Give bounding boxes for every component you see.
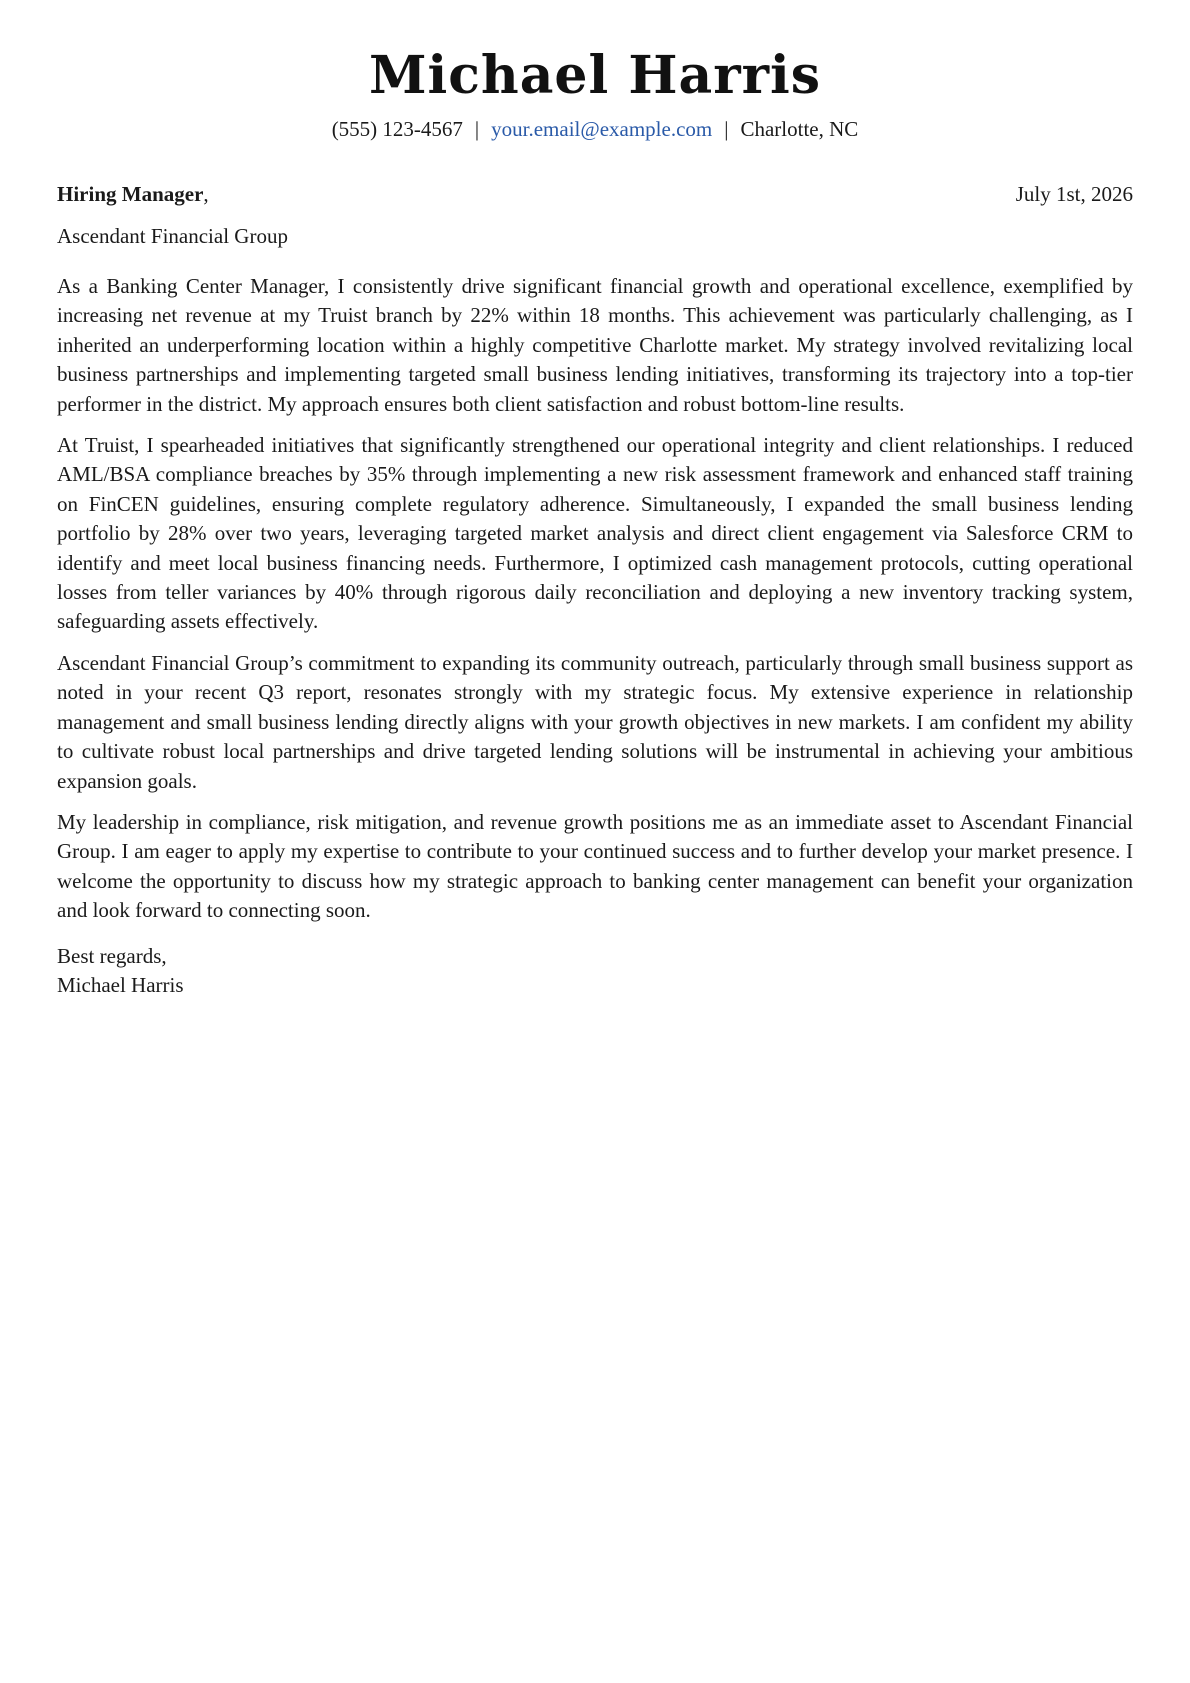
body-paragraph: My leadership in compliance, risk mitigation, and revenue growth positions me as an immediate asset to Ascendant Financial Group. I am eager to apply my expertise to contribute to your continued success and to further develop your market presence. I welcome the opportunity to discuss how my strategic approach to banking center management can benefit your organization and look forward to connecting soon.: [57, 809, 1133, 923]
body-paragraph: At Truist, I spearheaded initiatives that significantly strengthened our operational integrity and client relationships. I reduced AML/BSA compliance breaches by 35% through implementing a new risk assessment framework and enhanced staff training on FinCEN guidelines, ensuring complete regulatory adherence. Simultaneously, I expanded the small business lending portfolio by 28% over two years, leveraging targeted market analysis and direct client engagement via Salesforce CRM to identify and meet local business financing needs. Furthermore, I optimized cash management protocols, cutting operational losses from teller variances by 40% through rigorous daily reconciliation and deploying a new inventory tracking system, safeguarding assets effectively.: [57, 433, 1133, 634]
recipient-company: Ascendant Financial Group: [57, 224, 288, 248]
body-paragraph: Ascendant Financial Group’s commitment to expanding its community outreach, particularly through small business support as noted in your recent Q3 report, resonates strongly with my strategic focus. My extensive experience in relationship management and small business lending directly aligns with your growth objectives in new markets. I am confident my ability to cultivate robust local partnerships and drive targeted lending solutions will be instrumental in achieving your ambitious expansion goals.: [57, 650, 1133, 793]
letter-body: [57, 272, 1133, 926]
letter-date: July 1st, 2026: [1015, 182, 1133, 206]
recipient-row: [57, 179, 1133, 209]
letter-closing: [57, 942, 1133, 1001]
closing-salutation: Best regards,: [57, 943, 167, 968]
cover-letter-page: [57, 0, 1133, 1000]
contact-line: [57, 114, 1133, 144]
recipient-name: Hiring Manager: [57, 182, 204, 206]
signature-name: Michael Harris: [57, 972, 184, 997]
recipient-name-suffix: ,: [203, 182, 209, 206]
email-link[interactable]: your.email@example.com: [491, 117, 713, 141]
contact-separator: |: [474, 117, 480, 141]
phone-number: (555) 123-4567: [331, 117, 463, 141]
letter-header: [57, 0, 1133, 144]
body-paragraph: As a Banking Center Manager, I consistently drive significant financial growth and operational excellence, exemplified by increasing net revenue at my Truist branch by 22% within 18 months. This achievement was particularly challenging, as I inherited an underperforming location within a highly competitive Charlotte market. My strategy involved revitalizing local business partnerships and implementing targeted small business lending initiatives, transforming its trajectory into a top-tier performer in the district. My approach ensures both client satisfaction and robust bottom-line results.: [57, 274, 1133, 416]
contact-separator: |: [724, 117, 729, 141]
location: Charlotte, NC: [740, 117, 859, 141]
recipient-greeting: [57, 179, 209, 209]
applicant-name: Michael Harris: [368, 45, 822, 106]
